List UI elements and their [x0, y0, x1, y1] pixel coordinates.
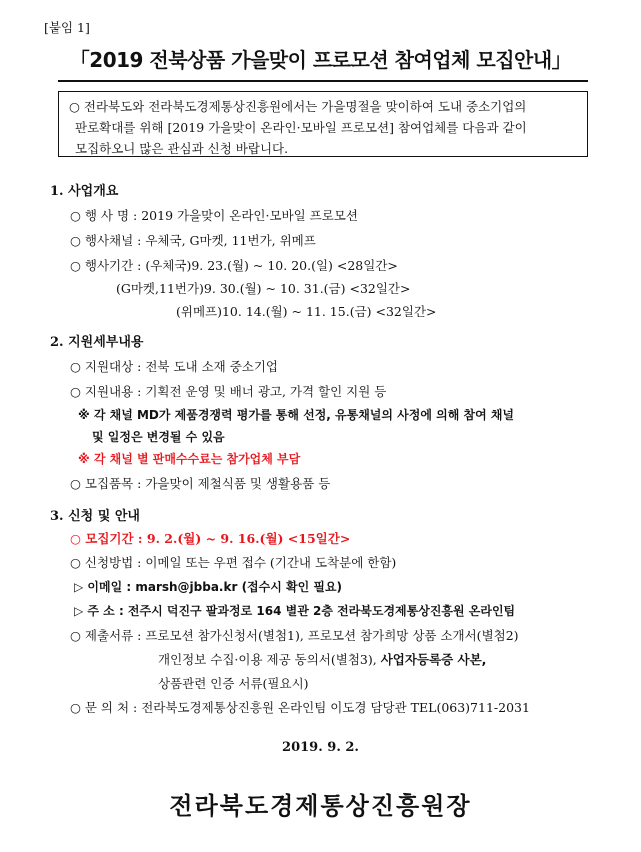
support-content: ○ 지원내용 : 기획전 운영 및 배너 광고, 가격 할인 지원 등	[70, 384, 387, 399]
intro-line-2: 판로확대를 위해 [2019 가을맞이 온라인·모바일 프로모션] 참여업체를 다음과 같이	[75, 120, 527, 135]
recruit-items: ○ 모집품목 : 가을맞이 제철식품 및 생활용품 등	[70, 476, 331, 491]
docs-line-2	[158, 650, 486, 668]
contact-info: ○ 문 의 처 : 전라북도경제통상진흥원 온라인팀 이도경 담당관 TEL(063)711-2031	[70, 700, 530, 715]
section-2-heading: 2. 지원세부내용	[50, 335, 144, 350]
event-channels: ○ 행사채널 : 우체국, G마켓, 11번가, 위메프	[70, 233, 316, 248]
event-period-1: ○ 행사기간 : (우체국)9. 23.(월) ~ 10. 20.(일) <28일간>	[70, 258, 398, 273]
page-title: 「2019 전북상품 가을맞이 프로모션 참여업체 모집안내」	[69, 48, 572, 72]
issuer-signature: 전라북도경제통상진흥원장	[169, 791, 472, 820]
event-period-3: (위메프)10. 14.(월) ~ 11. 15.(금) <32일간>	[176, 304, 437, 319]
attachment-tag: [붙임 1]	[44, 20, 90, 35]
title-underline	[58, 80, 588, 82]
docs-line-2a: 개인정보 수집·이용 제공 동의서(별첨3),	[158, 652, 381, 667]
docs-line-1: ○ 제출서류 : 프로모션 참가신청서(별첨1), 프로모션 참가희망 상품 소개서(별첨2)	[70, 628, 519, 643]
intro-line-3: 모집하오니 많은 관심과 신청 바랍니다.	[75, 141, 289, 156]
docs-business-reg: 사업자등록증 사본,	[380, 652, 487, 667]
docs-line-3: 상품관련 인증 서류(필요시)	[158, 676, 309, 691]
intro-line-1: ○ 전라북도와 전라북도경제통상진흥원에서는 가을명절을 맞이하여 도내 중소기업의	[69, 99, 527, 114]
support-note-2: ※ 각 채널 별 판매수수료는 참가업체 부담	[78, 452, 301, 466]
support-note-1b: 및 일정은 변경될 수 있음	[92, 430, 225, 444]
section-1-heading: 1. 사업개요	[50, 184, 119, 199]
apply-address: ▷ 주 소 : 전주시 덕진구 팔과정로 164 별관 2층 전라북도경제통상진흥원 온라인팀	[74, 604, 516, 618]
event-name: ○ 행 사 명 : 2019 가을맞이 온라인·모바일 프로모션	[70, 208, 358, 223]
support-note-1a: ※ 각 채널 MD가 제품경쟁력 평가를 통해 선정, 유통채널의 사정에 의해 참여 채널	[78, 408, 515, 422]
event-period-2: (G마켓,11번가)9. 30.(월) ~ 10. 31.(금) <32일간>	[116, 281, 411, 296]
recruit-period: ○ 모집기간 : 9. 2.(월) ~ 9. 16.(월) <15일간>	[70, 531, 351, 546]
support-target: ○ 지원대상 : 전북 도내 소재 중소기업	[70, 359, 279, 374]
document-date: 2019. 9. 2.	[282, 740, 359, 755]
apply-email: ▷ 이메일 : marsh@jbba.kr (접수시 확인 필요)	[74, 580, 343, 594]
intro-box	[58, 91, 588, 157]
section-3-heading: 3. 신청 및 안내	[50, 509, 140, 524]
apply-method: ○ 신청방법 : 이메일 또는 우편 접수 (기간내 도착분에 한함)	[70, 555, 397, 570]
